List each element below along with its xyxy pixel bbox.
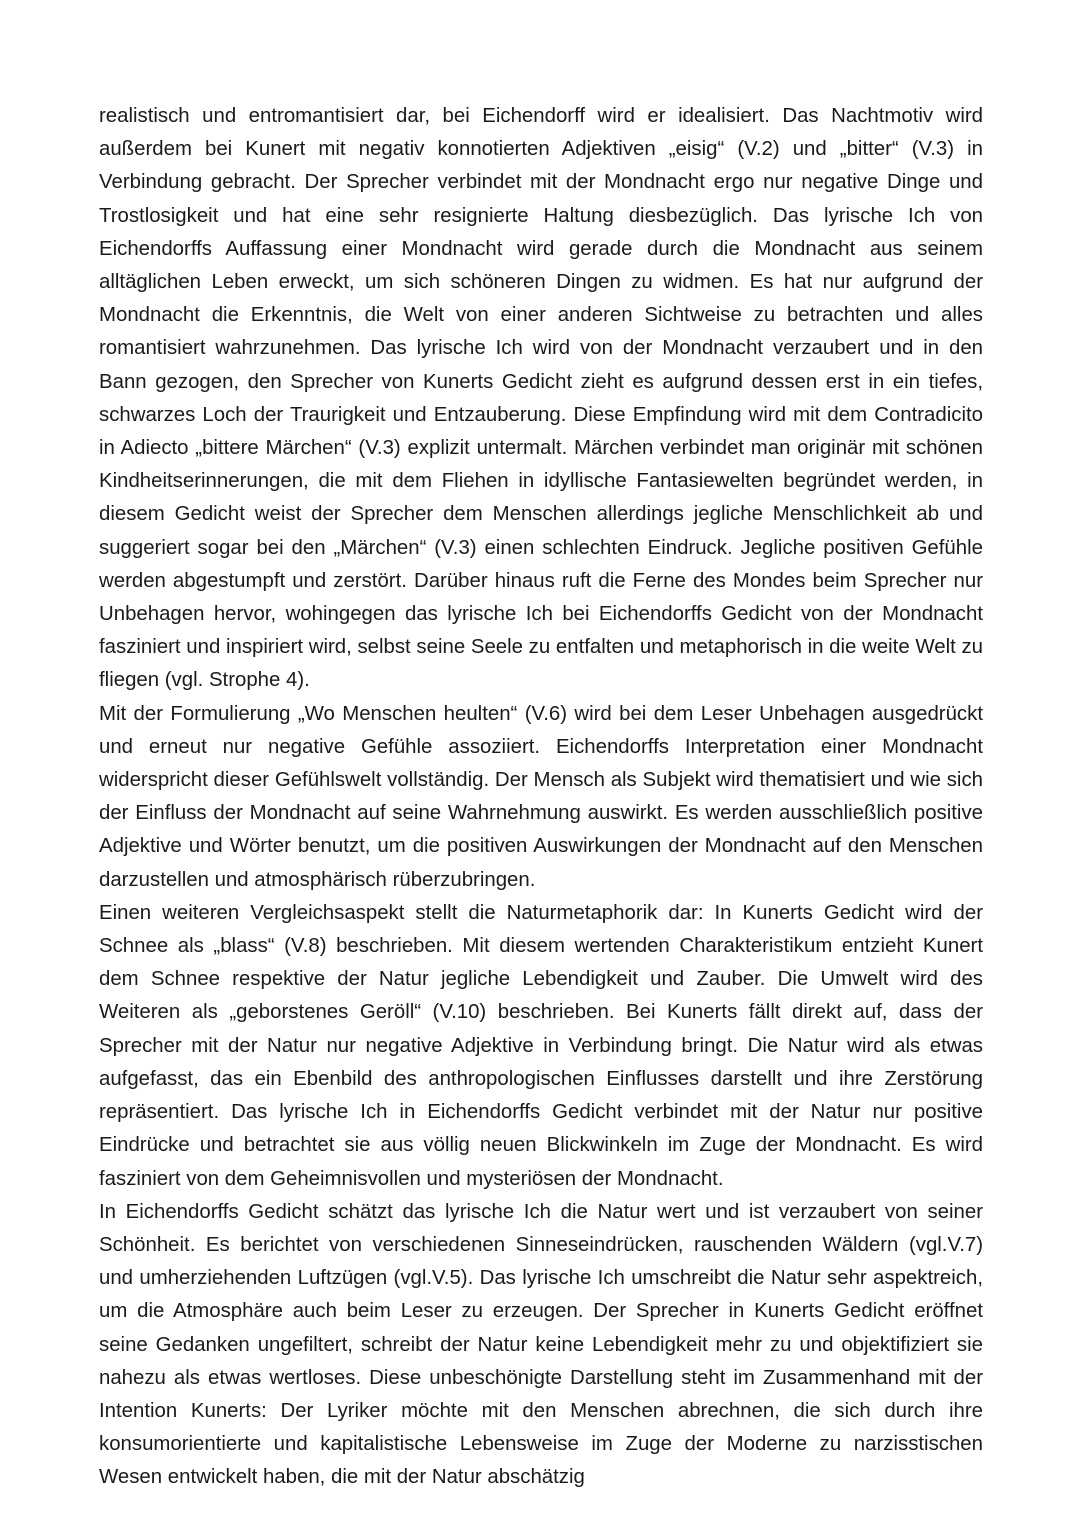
body-paragraph-1: realistisch und entromantisiert dar, bei Eichendorff wird er idealisiert. Das Nachtmotiv wird außerdem bei Kunert mit negativ konnotierten Adjektiven „eisig“ (V.2) und „bitter“ (V.3) in Verbindung gebracht. Der Sprecher verbindet mit der Mondnacht ergo nur negative Dinge und Trostlosigkeit und hat eine sehr resignierte Haltung diesbezüglich. Das lyrische Ich von Eichendorffs Auffassung einer Mondnacht wird gerade durch die Mondnacht aus seinem alltäglichen Leben erweckt, um sich schöneren Dingen zu widmen. Es hat nur aufgrund der Mondnacht die Erkenntnis, die Welt von einer anderen Sichtweise zu betrachten und alles romantisiert wahrzunehmen. Das lyrische Ich wird von der Mondnacht verzaubert und in den Bann gezogen, den Sprecher von Kunerts Gedicht zieht es aufgrund dessen erst in ein tiefes, schwarzes Loch der Traurigkeit und Entzauberung. Diese Empfindung wird mit dem Contradicito in Adiecto „bittere Märchen“ (V.3) explizit untermalt. Märchen verbindet man originär mit schönen Kindheitserinnerungen, die mit dem Fliehen in idyllische Fantasiewelten begründet werden, in diesem Gedicht weist der Sprecher dem Menschen allerdings jegliche Menschlichkeit ab und suggeriert sogar bei den „Märchen“ (V.3) einen schlechten Eindruck. Jegliche positiven Gefühle werden abgestumpft und zerstört. Darüber hinaus ruft die Ferne des Mondes beim Sprecher nur Unbehagen hervor, wohingegen das lyrische Ich bei Eichendorffs Gedicht von der Mondnacht fasziniert und inspiriert wird, selbst seine Seele zu entfalten und metaphorisch in die weite Welt zu fliegen (vgl. Strophe 4).	[99, 105, 983, 692]
text-column	[99, 100, 983, 1495]
body-paragraph-2: Mit der Formulierung „Wo Menschen heulten“ (V.6) wird bei dem Leser Unbehagen ausgedrückt und erneut nur negative Gefühle assoziiert. Eichendorffs Interpretation einer Mondnacht widerspricht dieser Gefühlswelt vollständig. Der Mensch als Subjekt wird thematisiert und wie sich der Einfluss der Mondnacht auf seine Wahrnehmung auswirkt. Es werden ausschließlich positive Adjektive und Wörter benutzt, um die positiven Auswirkungen der Mondnacht auf den Menschen darzustellen und atmosphärisch rüberzubringen.	[99, 702, 983, 891]
body-paragraph-4: In Eichendorffs Gedicht schätzt das lyrische Ich die Natur wert und ist verzaubert von seiner Schönheit. Es berichtet von verschiedenen Sinneseindrücken, rauschenden Wäldern (vgl.V.7) und umherziehenden Luftzügen (vgl.V.5). Das lyrische Ich umschreibt die Natur sehr aspektreich, um die Atmosphäre auch beim Leser zu erzeugen. Der Sprecher in Kunerts Gedicht eröffnet seine Gedanken ungefiltert, schreibt der Natur keine Lebendigkeit mehr zu und objektifiziert sie nahezu als etwas wertloses. Diese unbeschönigte Darstellung steht im Zusammenhand mit der Intention Kunerts: Der Lyriker möchte mit den Menschen abrechnen, die sich durch ihre konsumorientierte und kapitalistische Lebensweise im Zuge der Moderne zu narzisstischen Wesen entwickelt haben, die mit der Natur abschätzig	[99, 1200, 983, 1489]
body-paragraph-3: Einen weiteren Vergleichsaspekt stellt die Naturmetaphorik dar: In Kunerts Gedicht wird der Schnee als „blass“ (V.8) beschrieben. Mit diesem wertenden Charakteristikum entzieht Kunert dem Schnee respektive der Natur jegliche Lebendigkeit und Zauber. Die Umwelt wird des Weiteren als „geborstenes Geröll“ (V.10) beschrieben. Bei Kunerts fällt direkt auf, dass der Sprecher mit der Natur nur negative Adjektive in Verbindung bringt. Die Natur wird als etwas aufgefasst, das ein Ebenbild des anthropologischen Einflusses darstellt und ihre Zerstörung repräsentiert. Das lyrische Ich in Eichendorffs Gedicht verbindet mit der Natur nur positive Eindrücke und betrachtet sie aus völlig neuen Blickwinkeln im Zuge der Mondnacht. Es wird fasziniert von dem Geheimnisvollen und mysteriösen der Mondnacht.	[99, 901, 983, 1190]
